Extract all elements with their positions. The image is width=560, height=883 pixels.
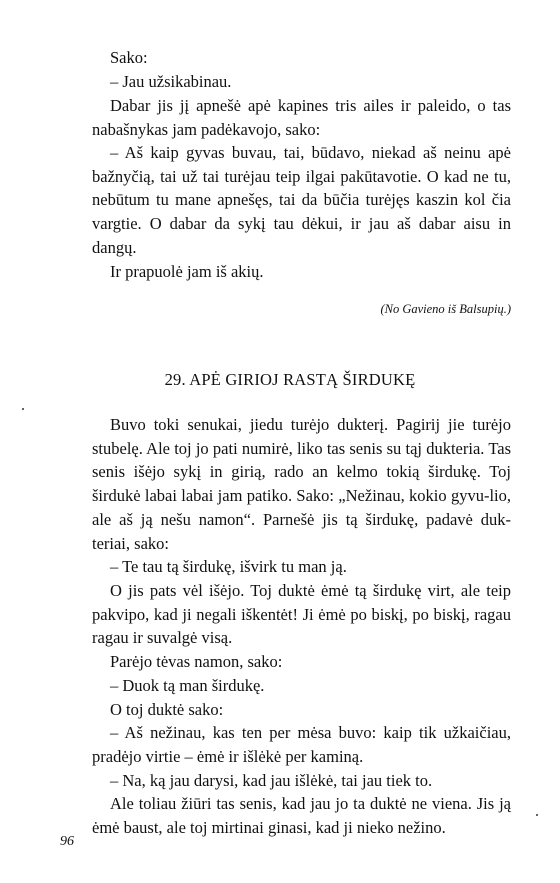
chapter-title: 29. APĖ GIRIOJ RASTĄ ŠIRDUKĘ [164,370,416,389]
chapter-paragraph-8: – Na, ką jau darysi, kad jau išlėkė, tai jau tiek to. [110,771,433,790]
chapter-paragraph-5: – Duok tą man širdukę. [110,676,265,695]
paragraph-dialogue-2: – Aš kaip gyvas buvau, tai, būdavo, niekad aš neinu apė bažnyčią, tai už tai turėjau teip ilgai pakūtavotie. O kad ne tu, nebūtum tu mane apnešęs, tai da būčia turėjęs kaszin kol čia vargtie. O dabar da sykį tau dėkui, ir jau aš dabar aisu in dangų. [92,143,511,257]
paragraph-sako: Sako: [110,48,148,67]
scan-speck [22,408,24,410]
paragraph-narration-2: Ir prapuolė jam iš akių. [110,262,264,281]
chapter-paragraph-3: O jis pats vėl išėjo. Toj duktė ėmė tą širdukę virt, ale teip pakvipo, kad ji negali iškentėt! Ji ėmė po biskį, po biskį, ragau ragau ir suvalgė visą. [92,581,511,648]
chapter-paragraph-2: – Te tau tą širdukę, išvirk tu man ją. [110,557,347,576]
source-citation: (No Gavieno iš Balsupių.) [380,302,511,316]
chapter-paragraph-6: O toj duktė sako: [110,700,224,719]
chapter-paragraph-1: Buvo toki senukai, jiedu turėjo dukterį. Pagirij jie turėjo stubelę. Ale toj jo pati numirė, liko tas senis su tąj dukteria. Tas senis išėjo sykį in girią, rado an kelmo tokią širdukę. Toj širdukė labai labai jam patiko. Sako: „Nežinau, kokio gyvu-lio, ale aš ją nešu namon“. Parnešė jis tą širdukę, padavė duk-teriai, sako: [92,415,511,553]
chapter-paragraph-9: Ale toliau žiūri tas senis, kad jau jo ta duktė ne viena. Jis ją ėmė baust, ale toj mirtinai ginasi, kad ji nieko nežino. [92,794,511,837]
paragraph-narration-1: Dabar jis jį apnešė apė kapines tris ailes ir paleido, o tas nabašnykas jam padėkavojo, sako: [92,96,511,139]
paragraph-dialogue-1: – Jau užsikabinau. [110,72,232,91]
scan-speck [536,814,538,816]
chapter-paragraph-4: Parėjo tėvas namon, sako: [110,652,283,671]
chapter-paragraph-7: – Aš nežinau, kas ten per mėsa buvo: kaip tik užkaičiau, pradėjo virtie – ėmė ir išlėkė per kaminą. [92,723,511,766]
page-number: 96 [60,834,74,849]
